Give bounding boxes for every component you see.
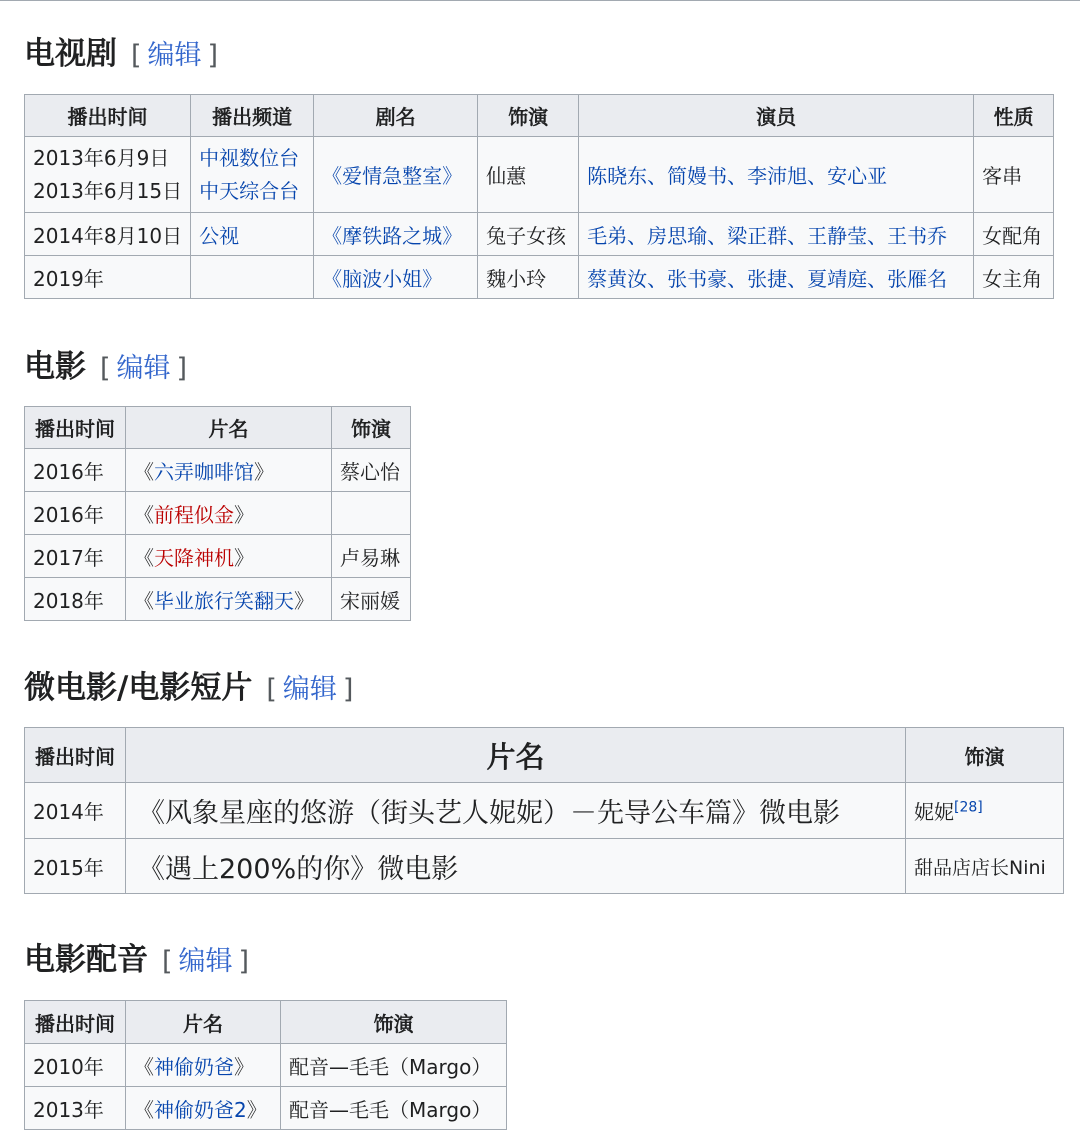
air-date: 2015年 — [25, 839, 126, 894]
title-bracket: 《 — [134, 1097, 154, 1122]
film-title-redlink[interactable]: 天降神机 — [154, 545, 234, 570]
column-header: 片名 — [126, 728, 906, 783]
air-date: 2014年8月10日 — [25, 213, 191, 256]
role-cell: 仙蕙 — [478, 137, 579, 213]
column-header: 播出频道 — [191, 95, 314, 137]
top-divider — [0, 0, 1080, 1]
title-bracket: 《 — [134, 459, 154, 484]
table-row — [25, 1087, 507, 1130]
section-title: 电视剧 — [24, 36, 117, 72]
drama-title-link[interactable]: 《脑波小姐》 — [314, 256, 478, 299]
edit-section-link: [ 编辑 ] — [162, 946, 250, 977]
film-title-cell — [126, 492, 332, 535]
column-header: 播出时间 — [25, 95, 191, 137]
cast-links[interactable]: 毛弟、房思瑜、梁正群、王静莹、王书乔 — [579, 213, 974, 256]
micro-film-title: 《风象星座的悠游（街头艺人妮妮）－先导公车篇》微电影 — [126, 783, 906, 839]
edit-link[interactable]: 编辑 — [147, 40, 202, 71]
edit-link[interactable]: 编辑 — [282, 674, 337, 705]
table-row — [25, 256, 1054, 299]
air-date: 2013年 — [25, 1087, 126, 1130]
reference-link[interactable]: [28] — [954, 799, 983, 816]
role-cell: 配音—毛毛（Margo） — [281, 1044, 507, 1087]
title-bracket: 《 — [134, 588, 154, 613]
section-heading-dub — [24, 934, 249, 979]
column-header: 播出时间 — [25, 728, 126, 783]
cast-links[interactable]: 蔡黄汝、张书豪、张捷、夏靖庭、张雁名 — [579, 256, 974, 299]
title-bracket: 《 — [134, 502, 154, 527]
film-title-link[interactable]: 六弄咖啡馆 — [154, 459, 254, 484]
section-title: 电影配音 — [24, 942, 148, 978]
column-header: 饰演 — [478, 95, 579, 137]
air-date: 2016年 — [25, 449, 126, 492]
column-header: 性质 — [974, 95, 1054, 137]
edit-section-link: [ 编辑 ] — [266, 674, 354, 705]
role-cell — [332, 492, 411, 535]
role-type-cell: 客串 — [974, 137, 1054, 213]
section-heading-tv — [24, 28, 218, 73]
air-date: 2014年 — [25, 783, 126, 839]
film-title-cell — [126, 535, 332, 578]
channel-cell — [191, 256, 314, 299]
drama-title-link[interactable]: 《爱情急整室》 — [314, 137, 478, 213]
table-row — [25, 1044, 507, 1087]
air-date-cell — [25, 137, 191, 213]
channel-link[interactable]: 公视 — [191, 213, 314, 256]
micro-film-title: 《遇上200%的你》微电影 — [126, 839, 906, 894]
title-bracket: 《 — [134, 1054, 154, 1079]
role-cell — [906, 783, 1064, 839]
cast-links[interactable]: 陈晓东、简嫚书、李沛旭、安心亚 — [579, 137, 974, 213]
title-bracket: 》 — [234, 1054, 254, 1079]
table-row — [25, 449, 411, 492]
title-bracket: 《 — [134, 545, 154, 570]
film-title-cell — [126, 449, 332, 492]
film-title-cell — [126, 1087, 281, 1130]
table-row — [25, 535, 411, 578]
role-cell: 魏小玲 — [478, 256, 579, 299]
column-header: 播出时间 — [25, 1001, 126, 1044]
title-bracket: 》 — [234, 502, 254, 527]
edit-section-link: [ 编辑 ] — [131, 40, 219, 71]
air-date: 2016年 — [25, 492, 126, 535]
air-date: 2019年 — [25, 256, 191, 299]
table-row — [25, 839, 1064, 894]
section-title: 微电影/电影短片 — [24, 670, 253, 706]
edit-link[interactable]: 编辑 — [178, 946, 233, 977]
role-cell: 配音—毛毛（Margo） — [281, 1087, 507, 1130]
air-date: 2010年 — [25, 1044, 126, 1087]
role-name: 妮妮 — [914, 800, 954, 824]
section-heading-film — [24, 341, 187, 386]
column-header: 饰演 — [281, 1001, 507, 1044]
table-row — [25, 213, 1054, 256]
title-bracket: 》 — [246, 1097, 267, 1122]
column-header: 片名 — [126, 1001, 281, 1044]
section-title: 电影 — [24, 349, 86, 385]
role-cell: 甜品店店长Nini — [906, 839, 1064, 894]
tv-table — [24, 94, 1054, 299]
channel-link[interactable]: 中天综合台 — [199, 178, 300, 203]
film-title-link[interactable]: 毕业旅行笑翻天 — [154, 588, 294, 613]
role-cell: 兔子女孩 — [478, 213, 579, 256]
section-heading-micro — [24, 662, 353, 707]
air-date: 2017年 — [25, 535, 126, 578]
column-header: 片名 — [126, 407, 332, 449]
film-title-redlink[interactable]: 前程似金 — [154, 502, 234, 527]
table-row — [25, 137, 1054, 213]
air-date: 2013年6月9日 — [33, 145, 170, 170]
air-date: 2018年 — [25, 578, 126, 621]
column-header: 播出时间 — [25, 407, 126, 449]
role-type-cell: 女主角 — [974, 256, 1054, 299]
dubbing-table — [24, 1000, 507, 1130]
drama-title-link[interactable]: 《摩铁路之城》 — [314, 213, 478, 256]
film-title-link[interactable]: 神偷奶爸 — [154, 1054, 234, 1079]
edit-section-link: [ 编辑 ] — [100, 353, 188, 384]
title-bracket: 》 — [234, 545, 254, 570]
table-row — [25, 492, 411, 535]
channel-link[interactable]: 中视数位台 — [199, 145, 300, 170]
role-cell: 卢易琳 — [332, 535, 411, 578]
film-table — [24, 406, 411, 621]
table-row — [25, 783, 1064, 839]
column-header: 饰演 — [906, 728, 1064, 783]
edit-link[interactable]: 编辑 — [116, 353, 171, 384]
role-cell: 宋丽媛 — [332, 578, 411, 621]
film-title-cell — [126, 1044, 281, 1087]
film-title-link[interactable]: 神偷奶爸2 — [154, 1097, 247, 1122]
column-header: 饰演 — [332, 407, 411, 449]
column-header: 剧名 — [314, 95, 478, 137]
film-title-cell — [126, 578, 332, 621]
air-date: 2013年6月15日 — [33, 178, 183, 203]
role-type-cell: 女配角 — [974, 213, 1054, 256]
channel-cell — [191, 137, 314, 213]
column-header: 演员 — [579, 95, 974, 137]
title-bracket: 》 — [254, 459, 274, 484]
table-row — [25, 578, 411, 621]
role-cell: 蔡心怡 — [332, 449, 411, 492]
title-bracket: 》 — [294, 588, 314, 613]
micro-film-table — [24, 727, 1064, 894]
